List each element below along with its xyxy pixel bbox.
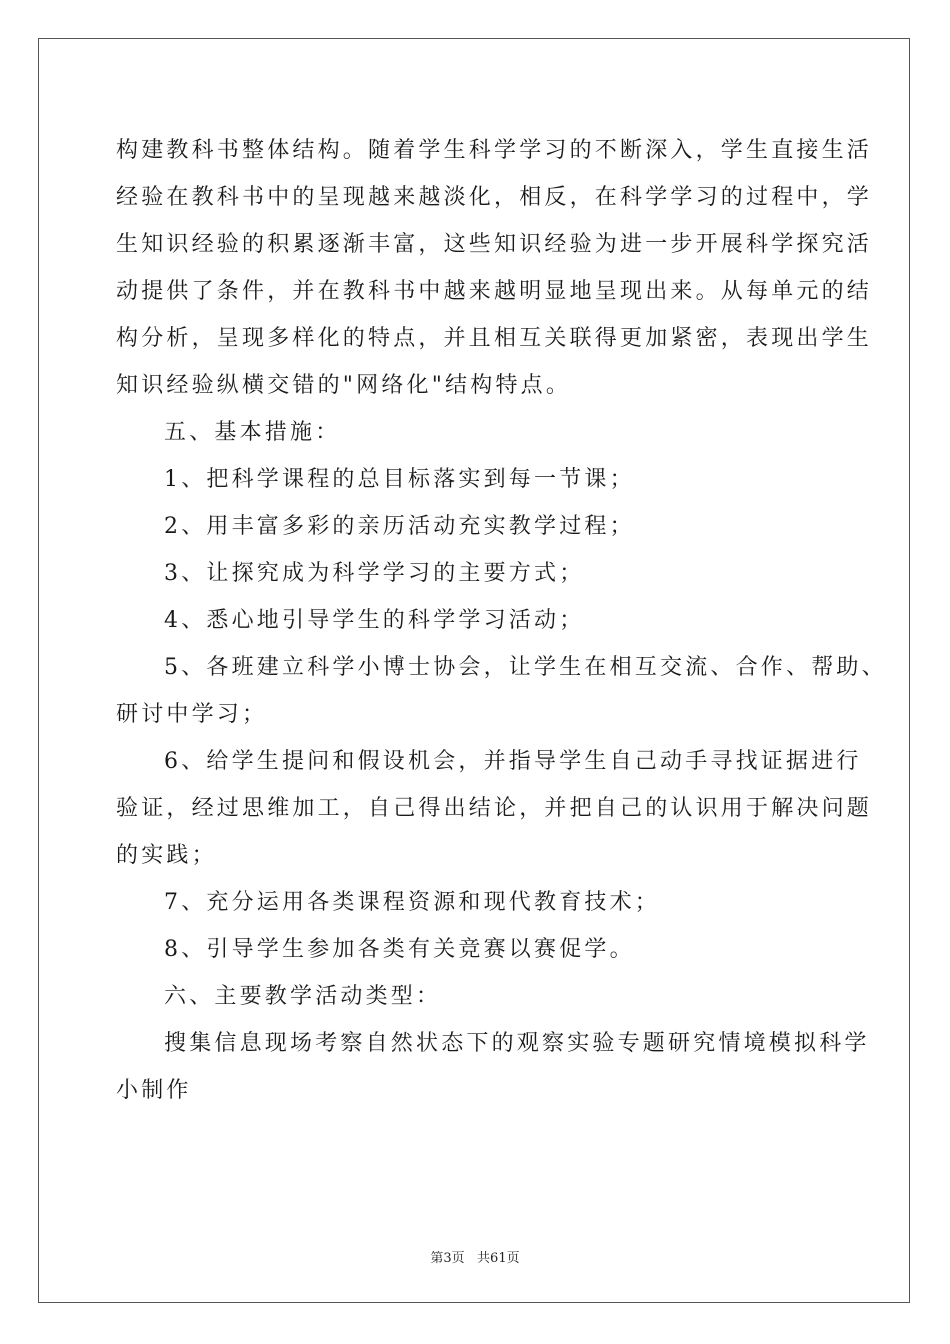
- text-line: 6、给学生提问和假设机会，并指导学生自己动手寻找证据进行: [164, 749, 862, 774]
- text-line: 小制作: [116, 1078, 192, 1103]
- text-line: 5、各班建立科学小博士协会，让学生在相互交流、合作、帮助、: [164, 655, 887, 680]
- text-line: 六、主要教学活动类型：: [164, 984, 442, 1009]
- text-line: 五、基本措施：: [164, 420, 341, 445]
- page-number-footer: 第3页 共61页: [430, 1251, 520, 1266]
- text-line: 4、悉心地引导学生的科学学习活动；: [164, 608, 585, 633]
- text-line: 构分析，呈现多样化的特点，并且相互关联得更加紧密，表现出学生: [116, 326, 873, 351]
- text-line: 的实践；: [116, 843, 217, 868]
- text-line: 经验在教科书中的呈现越来越淡化，相反，在科学学习的过程中，学: [116, 185, 873, 210]
- text-line: 8、引导学生参加各类有关竞赛以赛促学。: [164, 937, 635, 962]
- text-line: 1、把科学课程的总目标落实到每一节课；: [164, 467, 635, 492]
- text-line: 动提供了条件，并在教科书中越来越明显地呈现出来。从每单元的结: [116, 279, 873, 304]
- text-line: 7、充分运用各类课程资源和现代教育技术；: [164, 890, 660, 915]
- text-line: 验证，经过思维加工，自己得出结论，并把自己的认识用于解决问题: [116, 796, 873, 821]
- text-line: 生知识经验的积累逐渐丰富，这些知识经验为进一步开展科学探究活: [116, 232, 873, 257]
- text-line: 构建教科书整体结构。随着学生科学学习的不断深入，学生直接生活: [116, 138, 873, 163]
- text-line: 知识经验纵横交错的"网络化"结构特点。: [116, 373, 572, 398]
- text-line: 3、让探究成为科学学习的主要方式；: [164, 561, 585, 586]
- text-line: 研讨中学习；: [116, 702, 268, 727]
- text-line: 2、用丰富多彩的亲历活动充实教学过程；: [164, 514, 635, 539]
- document-body: [116, 127, 887, 1114]
- text-line: 搜集信息现场考察自然状态下的观察实验专题研究情境模拟科学: [164, 1031, 870, 1056]
